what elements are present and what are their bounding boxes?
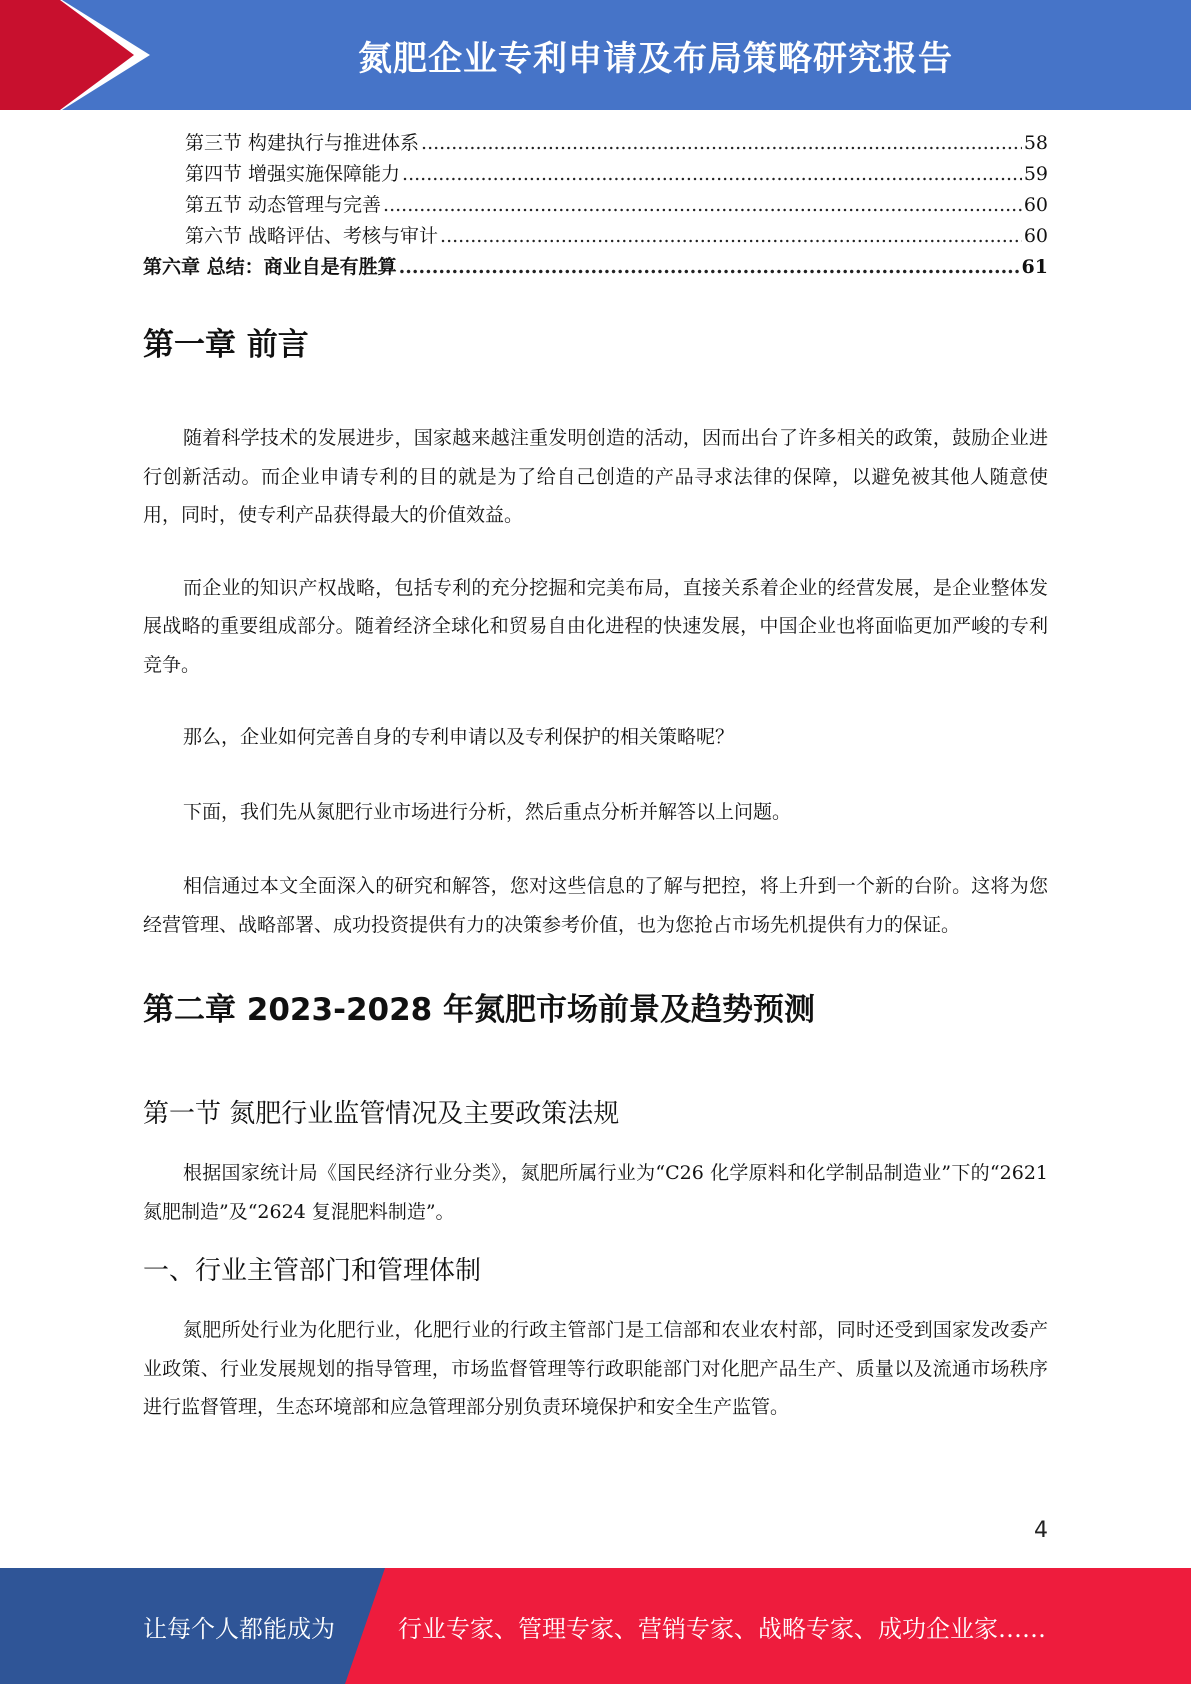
body-paragraph: 氮肥所处行业为化肥行业，化肥行业的行政主管部门是工信部和农业农村部，同时还受到国家发改委产业政策、行业发展规划的指导管理，市场监督管理等行政职能部门对化肥产品生产、质量以及流通市场秩序进行监督管理，生态环境部和应急管理部分别负责环境保护和安全生产监管。 [143, 1319, 1048, 1418]
toc-entry[interactable] [143, 221, 1048, 252]
footer-slogan-left: 让每个人都能成为 [143, 1614, 335, 1643]
main-content [143, 315, 1048, 1427]
toc-entry-label: 第五节 动态管理与完善 [185, 194, 382, 216]
toc-leader-dots [402, 163, 1022, 185]
table-of-contents [143, 128, 1048, 283]
body-paragraph: 根据国家统计局《国民经济行业分类》，氮肥所属行业为“C26 化学原料和化学制品制造业”下的“2621 氮肥制造”及“2624 复混肥料制造”。 [143, 1162, 1048, 1223]
toc-entry[interactable] [143, 190, 1048, 221]
toc-entry-page: 59 [1023, 163, 1048, 185]
toc-entry-page: 60 [1023, 194, 1048, 216]
toc-entry[interactable] [143, 128, 1048, 159]
page-footer [0, 1568, 1191, 1684]
toc-entry-page: 61 [1021, 256, 1048, 278]
toc-entry-label: 第六节 战略评估、考核与审计 [185, 225, 439, 247]
footer-slogan-right: 行业专家、管理专家、营销专家、战略专家、成功企业家…… [398, 1614, 1046, 1643]
toc-entry-chapter[interactable] [143, 252, 1048, 283]
subsection-1-title: 一、行业主管部门和管理体制 [143, 1256, 482, 1286]
page-number: 4 [1034, 1518, 1048, 1543]
toc-entry-page: 60 [1023, 225, 1048, 247]
toc-entry-label: 第六章 总结：商业自是有胜算 [143, 256, 397, 278]
chapter-1-title: 第一章 前言 [143, 327, 309, 363]
toc-leader-dots [440, 225, 1022, 247]
toc-leader-dots [383, 194, 1022, 216]
page-header [0, 0, 1191, 110]
body-paragraph: 而企业的知识产权战略，包括专利的充分挖掘和完美布局，直接关系着企业的经营发展，是企业整体发展战略的重要组成部分。随着经济全球化和贸易自由化进程的快速发展，中国企业也将面临更加严峻的专利竞争。 [143, 576, 1048, 676]
toc-leader-dots [421, 132, 1022, 154]
section-1-title: 第一节 氮肥行业监管情况及主要政策法规 [143, 1099, 620, 1129]
body-paragraph: 相信通过本文全面深入的研究和解答，您对这些信息的了解与把控，将上升到一个新的台阶。这将为您经营管理、战略部署、成功投资提供有力的决策参考价值，也为您抢占市场先机提供有力的保证。 [143, 875, 1048, 936]
toc-entry[interactable] [143, 159, 1048, 190]
body-paragraph: 那么，企业如何完善自身的专利申请以及专利保护的相关策略呢？ [183, 726, 735, 748]
chapter-2-title: 第二章 2023-2028 年氮肥市场前景及趋势预测 [143, 992, 816, 1028]
report-title: 氮肥企业专利申请及布局策略研究报告 [358, 38, 953, 79]
body-paragraph: 下面，我们先从氮肥行业市场进行分析，然后重点分析并解答以上问题。 [183, 800, 792, 823]
toc-entry-page: 58 [1023, 132, 1048, 154]
toc-entry-label: 第三节 构建执行与推进体系 [185, 132, 420, 154]
body-paragraph: 随着科学技术的发展进步，国家越来越注重发明创造的活动，因而出台了许多相关的政策，鼓励企业进行创新活动。而企业申请专利的目的就是为了给自己创造的产品寻求法律的保障，以避免被其他人随意使用，同时，使专利产品获得最大的价值效益。 [143, 427, 1048, 526]
toc-leader-dots [399, 256, 1020, 278]
toc-entry-label: 第四节 增强实施保障能力 [185, 163, 401, 185]
